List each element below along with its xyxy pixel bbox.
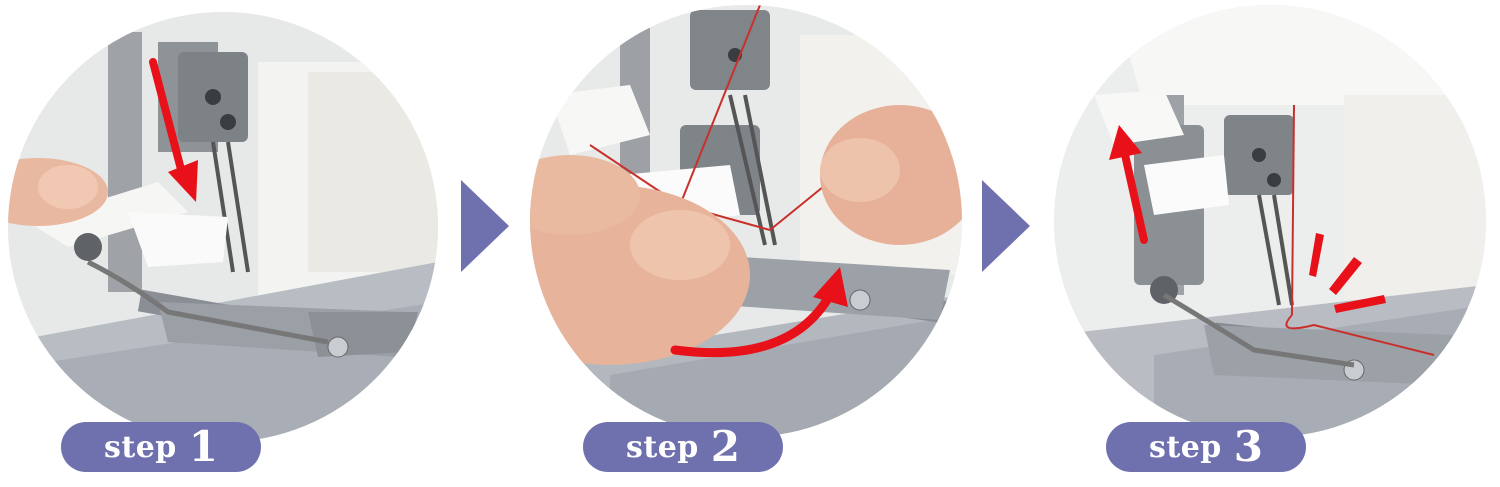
next-arrow-icon xyxy=(982,180,1030,272)
step-1-number: 1 xyxy=(188,422,219,471)
step-3-number: 3 xyxy=(1233,422,1264,471)
step-1-word: step xyxy=(103,429,177,465)
next-arrow-icon xyxy=(461,180,509,272)
step-2-photo xyxy=(530,5,962,437)
step-1-label xyxy=(61,422,261,472)
step-3-photo xyxy=(1054,5,1486,437)
step-1-photo xyxy=(8,12,438,442)
step-2-number: 2 xyxy=(710,422,741,471)
step-2-word: step xyxy=(625,429,699,465)
step-3-label xyxy=(1106,422,1306,472)
step-2-label xyxy=(583,422,783,472)
step-3-word: step xyxy=(1148,429,1222,465)
